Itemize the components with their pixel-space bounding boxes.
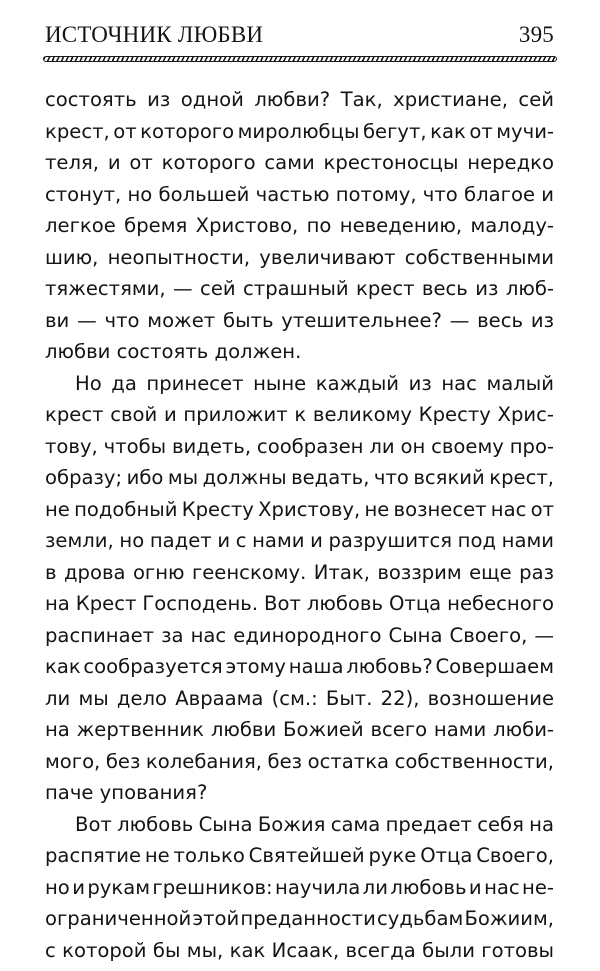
text-line: распинает за нас единородного Сына Своего, — <box>45 623 554 647</box>
text-line: Но да принесет ныне каждый из нас малый <box>75 371 554 395</box>
text-line: но и рукам грешников: научила ли любовь и нас не- <box>45 875 554 899</box>
text-line: крест свой и приложит к великому Кресту Хрис- <box>45 403 554 426</box>
text-line: на Крест Господень. Вот любовь Отца небесного <box>45 592 554 615</box>
text-line: образу; ибо мы должны ведать, что всякий крест, <box>45 466 554 489</box>
text-line: земли, но падет и с нами и разрушится под нами <box>45 529 554 552</box>
decorative-rope-rule <box>43 56 557 62</box>
text-line: теля, и от которого сами крестоносцы нередко <box>45 151 554 174</box>
text-line: тяжестями, — сей страшный крест весь из люб- <box>45 277 554 300</box>
text-line: ограниченной этой преданности судьбам Божиим, <box>45 907 554 930</box>
text-line: Вот любовь Сына Божия сама предает себя на <box>75 812 554 836</box>
text-line: в дрова огню геенскому. Итак, воззрим еще раз <box>45 560 554 584</box>
text-line: состоять из одной любви? Так, христиане, сей <box>45 88 554 111</box>
text-line: ви — что может быть утешительнее? — весь из <box>45 308 554 332</box>
text-line: не подобный Кресту Христову, не вознесет нас от <box>45 497 554 521</box>
paragraph-continuation <box>45 84 554 368</box>
text-line: легкое бремя Христово, по неведению, малоду- <box>45 214 554 237</box>
running-title: ИСТОЧНИК ЛЮБВИ <box>45 22 264 47</box>
text-line: на жертвенник любви Божией всего нами люби- <box>45 718 554 741</box>
body-text <box>45 84 554 966</box>
paragraph <box>45 368 554 809</box>
running-header <box>45 22 554 50</box>
text-line: ли мы дело Авраама (см.: Быт. 22), возношение <box>45 686 554 710</box>
page-number: 395 <box>518 22 554 47</box>
text-line: паче упования? <box>45 781 208 804</box>
text-line: с которой бы мы, как Исаак, всегда были готовы <box>45 938 554 962</box>
paragraph <box>45 809 554 967</box>
text-line: крест, от которого миролюбцы бегут, как от мучи- <box>45 119 554 143</box>
text-line: мого, без колебания, без остатка собственности, <box>45 749 554 773</box>
text-line: распятие не только Святейшей руке Отца Своего, <box>45 844 554 867</box>
text-line: тову, чтобы видеть, сообразен ли он своему про- <box>45 434 554 458</box>
text-line: как сообразуется этому наша любовь? Совершаем <box>45 655 554 678</box>
text-line: любви состоять должен. <box>45 340 302 363</box>
text-line: шию, неопытности, увеличивают собственными <box>45 245 554 269</box>
text-line: стонут, но большей частью потому, что благое и <box>45 182 554 206</box>
